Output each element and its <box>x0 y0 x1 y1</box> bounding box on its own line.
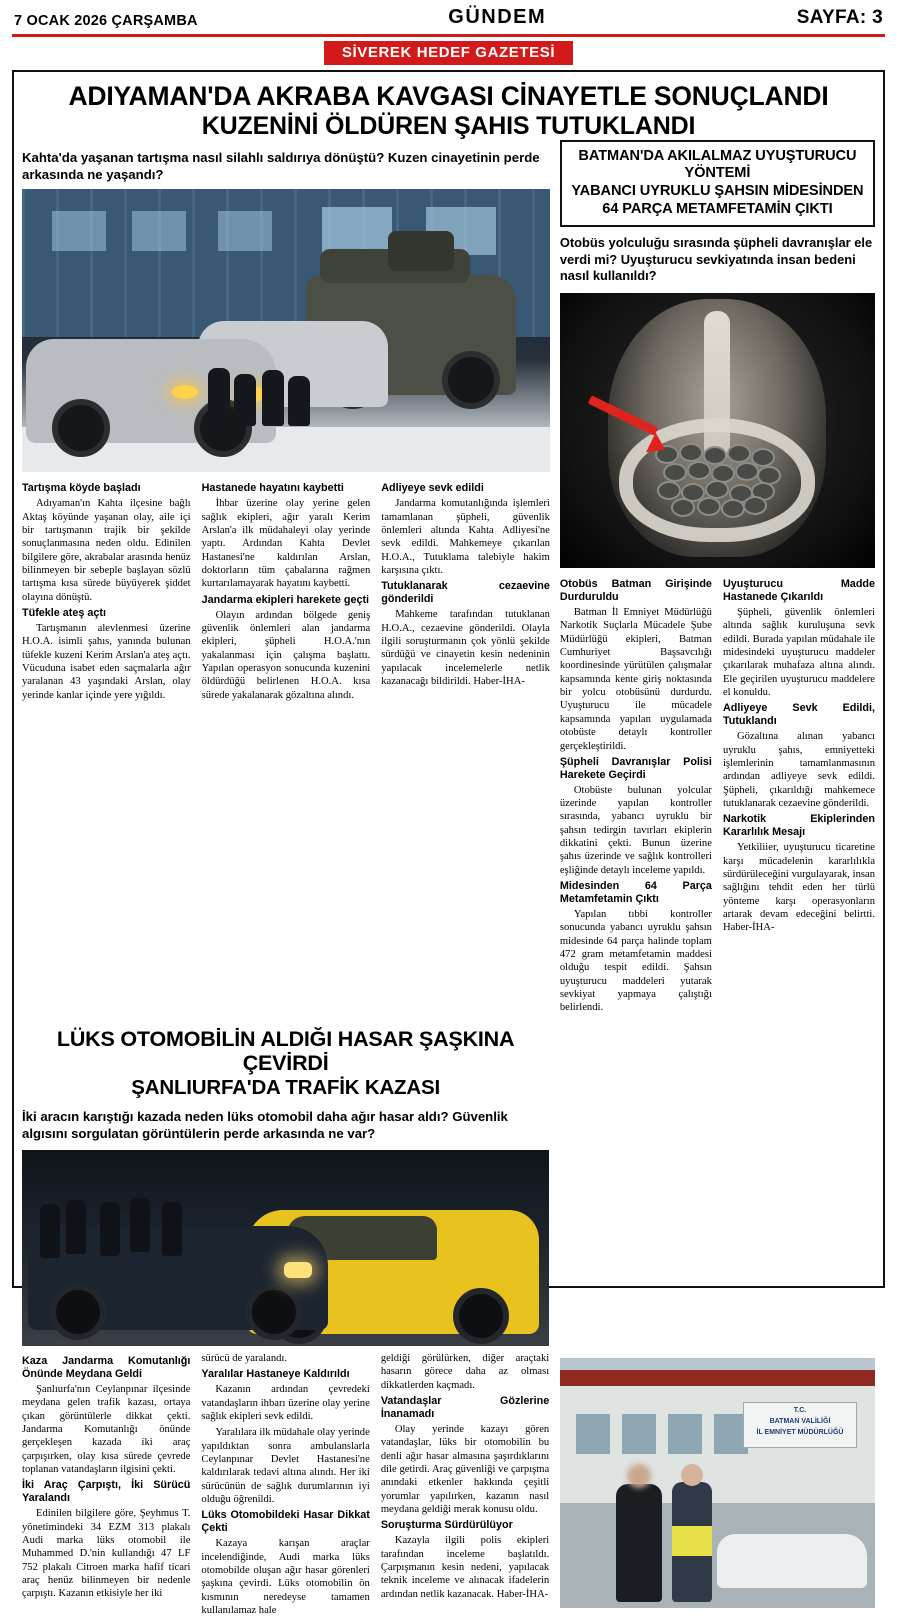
story1-block <box>22 140 550 1018</box>
issue-date: 7 OCAK 2026 ÇARŞAMBA <box>14 13 198 29</box>
subheading: Şüpheli Davranışlar Polisi Harekete Geçirdi <box>559 755 712 781</box>
story2-photo-block <box>560 1352 875 1620</box>
night-scene-armored-vehicle-photo <box>22 189 550 472</box>
paragraph: Adıyaman'ın Kahta ilçesine bağlı Aktaş köyünde yaşanan olay, aile içi bir tartışmanın trajik bir şekilde sonuçlanmasına neden oldu. Edinilen bilgilere göre, akrabalar arasında henüz bilinmeyen bir sebeple başlayan sözlü tartışma kısa sürede büyüyerek şiddet olayına dönüştü. <box>22 498 191 603</box>
section-title: GÜNDEM <box>448 6 547 28</box>
subheading: Tutuklanarak cezaevine gönderildi <box>381 580 550 606</box>
story2-columns <box>560 575 875 1018</box>
paragraph: Şüpheli, güvenlik önlemleri altında sağlık kuruluşuna sevk edildi. Burada yapılan müdahale ile midesindeki uyuşturucu maddeler çıkarılarak muhafaza altına alındı. Ele geçirilen uyuşturucu maddelere el konuldu. <box>722 607 876 699</box>
story2-headline-line2: YABANCI UYRUKLU ŞAHSIN MİDESİNDEN <box>571 183 864 200</box>
subheading: Adliyeye Sevk Edildi, Tutuklandı <box>722 702 876 728</box>
paragraph: Şanlıurfa'nın Ceylanpınar ilçesinde meydana gelen trafik kazası, ortaya çıkan görüntülerle dikkat çekti. Jandarma Komutanlığı önünde gerçekleşen kazada iki araç çarpışırken, olay kısa sürede çevrede toplanan vatandaşların ilgisini çekti. <box>22 1383 191 1475</box>
mid-section <box>22 1018 875 1346</box>
ct-scan-abdomen-photo <box>560 293 875 568</box>
subheading: Vatandaşlar Gözlerine İnanamadı <box>380 1394 550 1420</box>
paragraph: Yapılan tıbbi kontroller sonucunda yabancı uyruklu şahsın midesinde 64 parça halinde toplam 472 gram metamfetamin maddesi olduğu tespit edildi. Şahsın uyuşturucu maddeleri yutarak sevkiyat yapmaya çalıştığı belirlendi. <box>559 909 712 1014</box>
traffic-accident-photo <box>22 1150 549 1346</box>
page-frame <box>12 70 885 1616</box>
subheading: Midesinden 64 Parça Metamfetamin Çıktı <box>559 880 712 906</box>
story3-lead: İki aracın karıştığı kazada neden lüks otomobil daha ağır hasar aldı? Güvenlik algısını sorgulatan görüntülerin perde arkasında ne var? <box>22 1109 508 1142</box>
sign-line-1: T.C. <box>793 1406 807 1414</box>
story2-lead: Otobüs yolculuğu sırasında şüpheli davranışlar ele verdi mi? Uyuşturucu sevkiyatında insan bedeni nasıl kullanıldı? <box>559 234 873 284</box>
story2-headline <box>570 148 865 219</box>
paragraph: geldiği görülürken, diğer araçtaki hasarın görece daha az olması dikkatlerden kaçmadı. <box>380 1352 550 1391</box>
police-headquarters-photo <box>560 1358 875 1608</box>
page-number: SAYFA: 3 <box>796 7 883 28</box>
subheading: Lüks Otomobildeki Hasar Dikkat Çekti <box>201 1509 370 1535</box>
story2-headline-line1: BATMAN'DA AKILALMAZ UYUŞTURUCU YÖNTEMİ <box>578 147 857 182</box>
story3-column-2 <box>201 1352 369 1620</box>
subheading: Otobüs Batman Girişinde Durduruldu <box>559 578 712 604</box>
paragraph: Olay yerinde kazayı gören vatandaşlar, lüks bir otomobilin bu denli ağır hasar almasına şaşırdıklarını dile getirdi. Araç güvenliği ve çarpışma anındaki etkenler hakkında çeşitli yorumlar yapılırken, kazanın nasıl meydana geldiği merak konusu oldu. <box>380 1423 550 1515</box>
story2-headline-line3: 64 PARÇA METAMFETAMİN ÇIKTI <box>602 201 833 218</box>
gazette-name: SİVEREK HEDEF GAZETESİ <box>324 41 573 65</box>
paragraph: Mahkeme tarafından tutuklanan H.O.A., cezaevine gönderildi. Olayla ilgili soruşturmanın çok yönlü şekilde sürdüğü ve cinayetin kesin nedeninin yapılacak incelemelerle netlik kazanacağı bildirildi. Haber-İHA- <box>381 609 550 688</box>
paragraph: Olayın ardından bölgede geniş güvenlik önlemleri alan jandarma ekipleri, şüpheli H.O.A.'nın yakalanması için çalışma başlattı. Yapılan operasyon sonucunda kuzenini öldürdüğü belirlenen H.O.A. kısa sürede yakalanarak gözaltına alındı. <box>201 609 371 701</box>
story3-block <box>22 1018 549 1346</box>
paragraph: Tartışmanın alevlenmesi üzerine H.O.A. isimli şahıs, yanında bulunan tüfekle kuzeni Kerim Arslan'a ateş açtı. Vücuduna isabet eden saçmalarla ağır yaralanan 43 yaşındaki Arslan, olay yerinde kanlar içinde yere yığıldı. <box>22 623 191 701</box>
story2-column-2 <box>723 575 875 1018</box>
story1-column-2 <box>202 479 371 705</box>
subheading: Yaralılar Hastaneye Kaldırıldı <box>201 1368 350 1381</box>
story2-headline-box <box>560 140 875 227</box>
sign-line-2: BATMAN VALİLİĞİ <box>769 1417 831 1425</box>
paragraph: Kazaya karışan araçlar incelendiğinde, Audi marka lüks otomobilde oluşan ağır hasar görenleri şaşkına çevirdi. Lüks otomobilin ön kısmının neredeyse tamamen kullanılamaz hale <box>201 1538 370 1616</box>
story3-column-3 <box>381 1352 549 1620</box>
story3-headline-line1: LÜKS OTOMOBİLİN ALDIĞI HASAR ŞAŞKINA ÇEVİRDİ <box>56 1026 515 1076</box>
main-headline-line2: KUZENİNİ ÖLDÜREN ŞAHIS TUTUKLANDI <box>201 111 696 140</box>
story1-column-3 <box>381 479 550 705</box>
subheading: Kaza Jandarma Komutanlığı Önünde Meydana Geldi <box>22 1354 191 1380</box>
paragraph: Otobüste bulunan yolcular üzerinde yapılan kontroller sırasında, yabancı uyruklu bir şahsın tedirgin tavırları ekiplerin dikkatini çekti. Bunun üzerine şahıs üzerinde ve sağlık kontrolleri eşliğinde detaylı inceleme yapıldı. <box>559 784 712 876</box>
building-sign <box>743 1402 857 1448</box>
story1-column-1 <box>22 479 191 705</box>
story1-columns <box>22 479 550 705</box>
main-headline-line1: ADIYAMAN'DA AKRABA KAVGASI CİNAYETLE SONUÇLANDI <box>68 81 829 111</box>
masthead-divider <box>12 34 885 37</box>
paragraph: Kazanın ardından çevredeki vatandaşların ihbarı üzerine olay yerine sağlık ekipleri sevk edildi. <box>201 1384 370 1422</box>
paragraph: Gözaltına alınan yabancı uyruklu şahıs, emniyetteki işlemlerinin tamamlanmasının ardından adliyeye sevk edildi. Şüpheli, çıkarıldığı mahkemece tutuklanarak cezaevine gönderildi. <box>722 731 876 810</box>
subheading: İki Araç Çarpıştı, İki Sürücü Yaralandı <box>22 1479 191 1505</box>
bottom-section <box>22 1352 875 1620</box>
paragraph: İhbar üzerine olay yerine gelen sağlık ekipleri, ağır yaralı Kerim Arslan'a ilk müdahaleyi olay yerinde yaptı. Ardından Kahta Devlet Hastanesi'ne kaldırılan Arslan, doktorların tüm çabalarına rağmen kurtarılamayarak hayatını kaybetti. <box>201 498 371 590</box>
story3-column-1 <box>22 1352 190 1620</box>
story3-headline-line2: ŞANLIURFA'DA TRAFİK KAZASI <box>131 1075 440 1099</box>
paragraph: Jandarma komutanlığında işlemleri tamamlanan şüpheli, güvenlik önlemleri altında Kahta Adliyesi'ne sevk edildi. Mahkemeye çıkarılan H.O.A., Tutuklama talebiyle hakim karşısına çıktı. <box>381 498 550 577</box>
paragraph: Yetkiliier, uyuşturucu ticaretine karşı mücadelenin kararlılıkla sürdürüleceğini vurgulayarak, insan sağlığını tehdit eden her türlü yönteme karşı operasyonların artarak devam edeceğini belirtti. Haber-İHA- <box>722 842 876 934</box>
paragraph: Batman İl Emniyet Müdürlüğü Narkotik Suçlarla Mücadele Şube Müdürlüğü ekipleri, Batman Cumhuriyet Başsavcılığı koordinesinde yürütülen çalışmalar kapsamında kente giriş noktasında bir yolcu otobüsünü durdurdu. Uyuşturucu ile mücadele kapsamında yapılan uygulamada otobüste detaylı kontroller gerçekleştirildi. <box>559 607 712 752</box>
paragraph: sürücü de yaralandı. <box>201 1352 288 1364</box>
subheading: Tartışma köyde başladı <box>22 482 141 495</box>
mid-right-spacer <box>560 1018 875 1346</box>
story2-block <box>560 140 875 1018</box>
story1-lead: Kahta'da yaşanan tartışma nasıl silahlı saldırıya dönüştü? Kuzen cinayetinin perde arkasında ne yaşandı? <box>22 149 540 182</box>
story2-column-1 <box>560 575 712 1018</box>
subheading: Jandarma ekipleri harekete geçti <box>201 593 370 606</box>
subheading: Uyuşturucu Madde Hastanede Çıkarıldı <box>722 578 876 604</box>
top-section <box>22 140 875 1018</box>
gazette-banner <box>10 41 887 65</box>
story3-columns <box>22 1352 549 1620</box>
subheading: Narkotik Ekiplerinden Kararlılık Mesajı <box>722 813 876 839</box>
subheading: Adliyeye sevk edildi <box>381 482 484 495</box>
paragraph: Kazayla ilgili polis ekipleri tarafından inceleme başlatıldı. Çarpışmanın kesin nedeni, yapılacak teknik inceleme ve alınacak ifadelerin ardından netlik kazanacak. Haber-İHA- <box>380 1535 550 1600</box>
subheading: Tüfekle ateş açtı <box>22 607 107 620</box>
main-headline <box>22 82 875 140</box>
paragraph: Edinilen bilgilere göre, Şeyhmus T. yönetimindeki 34 EZM 313 plakalı Audi marka lüks otomobil ile Muhammed D.'nin kullandığı 47 LF 752 plakalı Citroen marka hafif ticari araç henüz bilinmeyen bir nedenle çarpıştı. Kazanın etkisiyle her iki <box>22 1508 191 1600</box>
masthead <box>10 0 887 31</box>
paragraph: Yaralılara ilk müdahale olay yerinde yapıldıktan sonra ambulanslarla Ceylanpınar Devlet Hastanesi'ne kaldırılarak tedavi altına alındı. Her iki sürücünün de sağlık durumlarının iyi olduğu öğrenildi. <box>201 1427 370 1505</box>
subheading: Soruşturma Sürdürülüyor <box>380 1519 513 1532</box>
story3-headline <box>22 1027 549 1099</box>
subheading: Hastanede hayatını kaybetti <box>201 482 344 495</box>
sign-line-3: İL EMNİYET MÜDÜRLÜĞÜ <box>756 1428 844 1436</box>
